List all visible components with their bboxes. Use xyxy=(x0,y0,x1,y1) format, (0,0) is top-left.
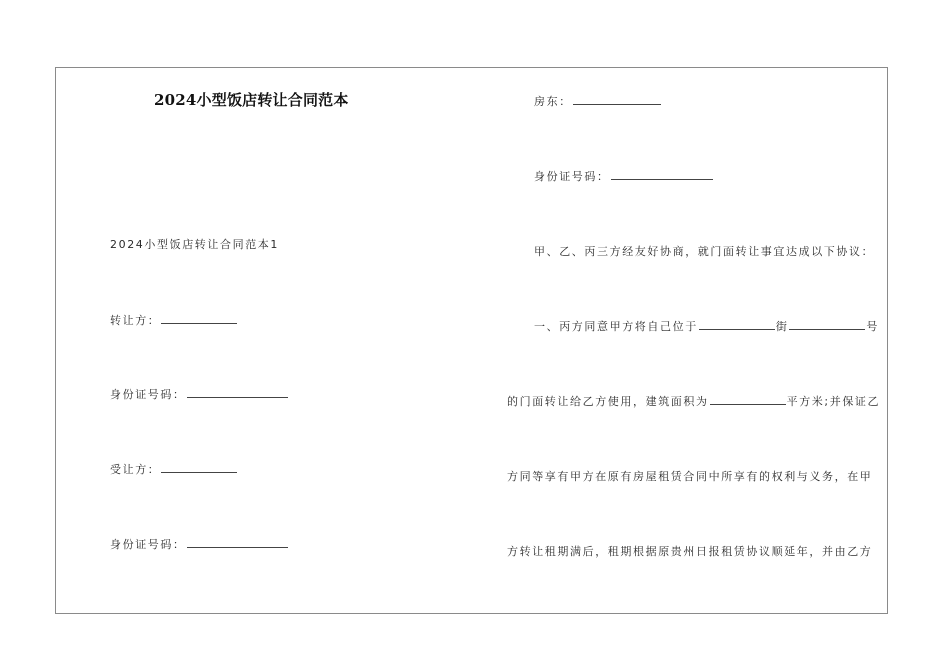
transferee-field xyxy=(110,461,238,477)
transferee-id-field xyxy=(110,536,289,552)
transferor-id-label: 身份证号码： xyxy=(110,388,186,401)
transferor-id-blank xyxy=(187,387,288,398)
landlord-id-field xyxy=(534,168,714,184)
landlord-id-label: 身份证号码： xyxy=(534,170,610,183)
paragraph-line-3-text: 方转让租期满后，租期根据原贵州日报租赁协议顺延年，并由乙方 xyxy=(507,545,873,558)
transferor-label: 转让方： xyxy=(110,314,161,327)
paragraph-line-1-text-a: 的门面转让给乙方使用，建筑面积为 xyxy=(507,395,709,408)
clause-1-text-c: 号 xyxy=(866,320,880,333)
number-blank xyxy=(789,319,865,330)
landlord-field xyxy=(534,93,662,109)
page-frame xyxy=(55,67,888,614)
transferee-id-blank xyxy=(187,537,288,548)
clause-1-line xyxy=(534,318,879,334)
paragraph-line-2 xyxy=(507,468,872,484)
transferor-id-field xyxy=(110,386,289,402)
paragraph-line-2-text: 方同等享有甲方在原有房屋租赁合同中所享有的权利与义务，在甲 xyxy=(507,470,873,483)
transferee-label: 受让方： xyxy=(110,463,161,476)
agreement-intro-text: 甲、乙、丙三方经友好协商，就门面转让事宜达成以下协议： xyxy=(534,245,875,258)
document-title: 2024小型饭店转让合同范本 xyxy=(154,91,349,109)
transferee-id-label: 身份证号码： xyxy=(110,538,186,551)
paragraph-line-1 xyxy=(507,393,880,409)
contract-subtitle-text: 2024小型饭店转让合同范本1 xyxy=(110,238,279,251)
landlord-label: 房东： xyxy=(534,95,572,108)
area-blank xyxy=(710,394,786,405)
agreement-intro xyxy=(534,243,874,259)
clause-1-text-a: 一、丙方同意甲方将自己位于 xyxy=(534,320,698,333)
landlord-id-blank xyxy=(611,169,713,180)
paragraph-line-1-text-b: 平方米;并保证乙 xyxy=(786,395,881,408)
transferee-blank xyxy=(161,462,237,473)
transferor-blank xyxy=(161,313,237,324)
contract-subtitle xyxy=(110,236,279,252)
transferor-field xyxy=(110,312,238,328)
clause-1-text-b: 街 xyxy=(775,320,789,333)
paragraph-line-3 xyxy=(507,543,872,559)
landlord-blank xyxy=(573,94,661,105)
street-blank xyxy=(699,319,775,330)
